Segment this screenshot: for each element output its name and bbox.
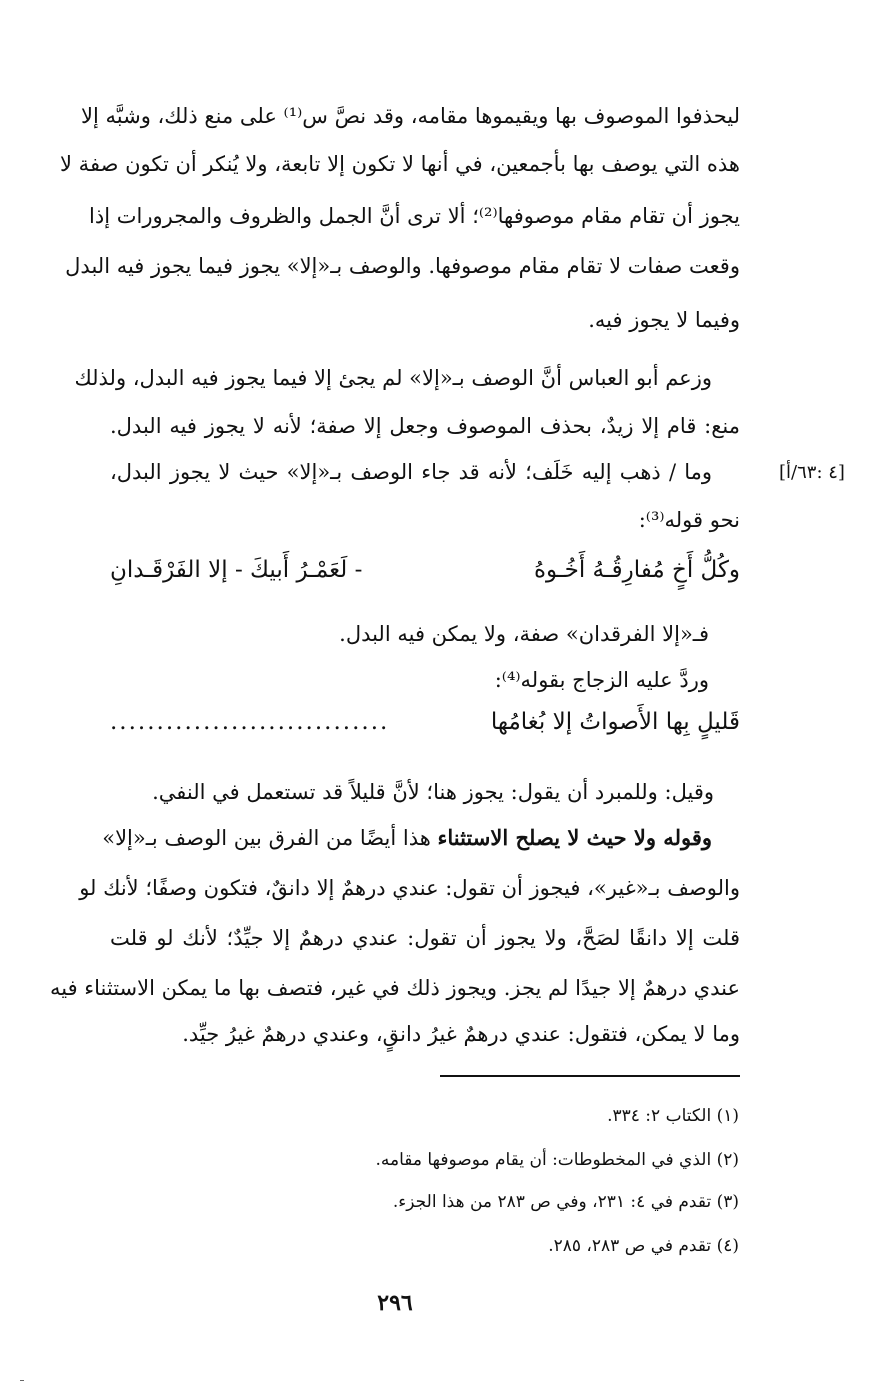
verse-1-commentary: فـ«إلا الفرقدان» صفة، ولا يمكن فيه البدل. [339,622,709,646]
margin-reference: [٤ :٦٣/أ] [779,462,845,483]
paragraph-2-line-1: وزعم أبو العباس أنَّ الوصف بـ«إلا» لم يجئ إلا فيما يجوز فيه البدل، ولذلك [74,366,712,390]
quoted-phrase: وقوله ولا حيث لا يصلح الاستثناء [437,825,712,850]
verse-1-second-hemistich: - لَعَمْـرُ أَبيكَ - إلا الفَرْقَـدانِ [110,557,363,583]
paragraph-2 [74,358,740,448]
paragraph-5-line-1 [102,818,740,858]
paragraph-5-line-4: عندي درهمٌ إلا جيدًا لم يجز. ويجوز ذلك في غير، فتصف بها ما يمكن الاستثناء فيه [49,976,740,1000]
footnote-separator [440,1075,740,1077]
footnote-4: (٤) تقدم في ص ٢٨٣، ٢٨٥. [548,1236,739,1256]
paragraph-5-line-3: قلت إلا دانقًا لصَحَّ، ولا يجوز أن تقول: عندي درهمٌ إلا جيِّدٌ؛ لأنك لو قلت [110,926,740,950]
page-number: ٢٩٦ [377,1290,413,1316]
footnote-3: (٣) تقدم في ٤: ٢٣١، وفي ص ٢٨٣ من هذا الجزء. [392,1192,739,1212]
footnote-1: (١) الكتاب ٢: ٣٣٤. [607,1106,739,1126]
paragraph-2-line-2: منع: قام إلا زيدٌ، بحذف الموصوف وجعل إلا صفة؛ لأنه لا يجوز فيه البدل. [110,414,740,438]
footnote-2: (٢) الذي في المخطوطات: أن يقام موصوفها مقامه. [375,1150,739,1170]
verse-1-first-hemistich: وكُلُّ أَخٍ مُفارِقُـهُ أَخُـوهُ [533,557,740,583]
verse-1 [110,548,740,592]
paragraph-1 [60,96,740,346]
paragraph-5-line-5: وما لا يمكن، فتقول: عندي درهمٌ غيرُ دانقٍ، وعندي درهمٌ غيرُ جيِّد. [182,1022,740,1046]
verse-2 [110,700,740,744]
scan-speck [20,1380,24,1381]
paragraph-1-line-3: يجوز أن تقام مقام موصوفها⁽²⁾؛ ألا ترى أنَّ الجمل والظروف والمجرورات إذا [89,204,740,228]
paragraph-5-line-1-rest: هذا أيضًا من الفرق بين الوصف بـ«إلا» [102,826,438,850]
paragraph-5-line-2: والوصف بـ«غير»، فيجوز أن تقول: عندي درهمٌ إلا دانقٌ، فتكون وصفًا؛ لأنك لو [79,876,740,900]
verse-2-first-hemistich: قَليلٍ بِها الأَصواتُ إلا بُغامُها [490,709,740,735]
paragraph-1-line-1: ليحذفوا الموصوف بها ويقيموها مقامه، وقد نصَّ س⁽¹⁾ على منع ذلك، وشبَّه إلا [81,104,740,128]
paragraph-1-line-2: هذه التي يوصف بها بأجمعين، في أنها لا تكون إلا تابعة، ولا يُنكر أن تكون صفة لا [60,152,740,176]
paragraph-4: وقيل: وللمبرد أن يقول: يجوز هنا؛ لأنَّ قليلاً قد تستعمل في النفي. [152,780,714,804]
verse-2-elided-hemistich: .............................. [110,709,390,735]
paragraph-3-line-1: وما / ذهب إليه خَلَف؛ لأنه قد جاء الوصف بـ«إلا» حيث لا يجوز البدل، [110,460,712,484]
paragraph-5 [49,818,740,1048]
paragraph-1-line-5: وفيما لا يجوز فيه. [588,308,740,332]
paragraph-3 [110,452,740,542]
paragraph-1-line-4: وقعت صفات لا تقام مقام موصوفها. والوصف بـ«إلا» يجوز فيما يجوز فيه البدل [65,254,740,278]
zajjaj-reply-line: وردَّ عليه الزجاج بقوله⁽⁴⁾: [494,668,709,692]
paragraph-3-line-2: نحو قوله⁽³⁾: [638,508,740,532]
